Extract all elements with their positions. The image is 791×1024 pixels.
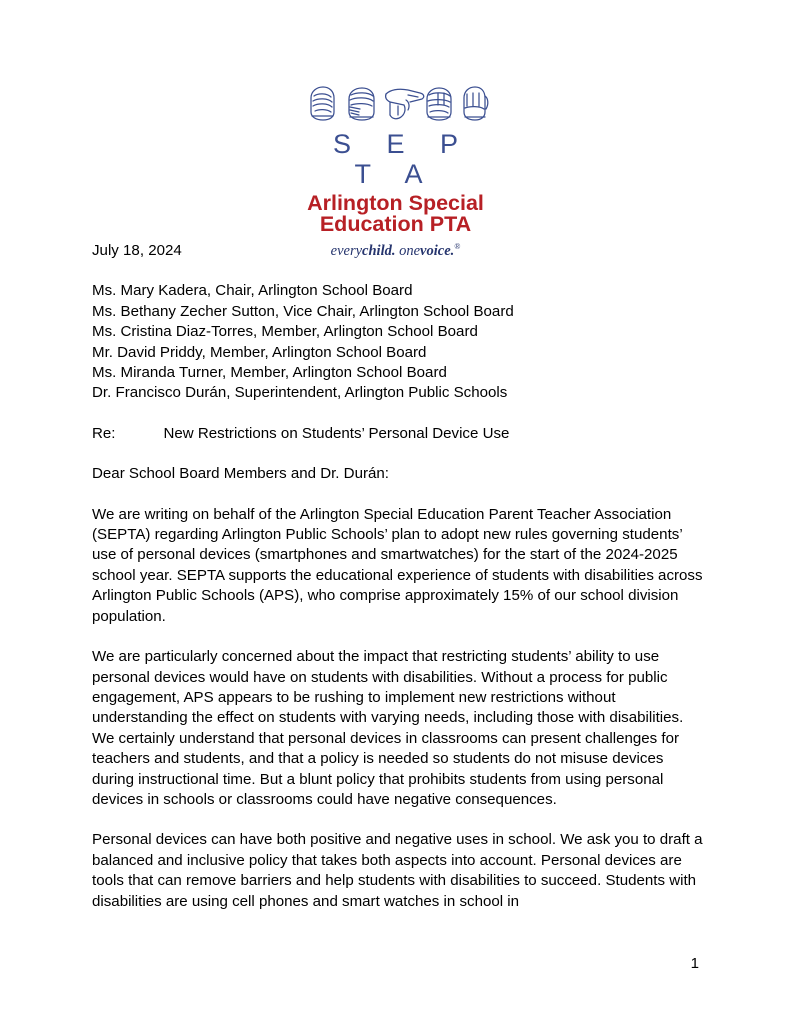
recipient-line: Dr. Francisco Durán, Superintendent, Arlington Public Schools bbox=[92, 384, 508, 402]
sign-hand-p bbox=[385, 89, 423, 119]
recipient-list bbox=[92, 281, 704, 403]
letter-body bbox=[92, 241, 704, 932]
tagline-voice: voice. bbox=[420, 242, 455, 259]
body-paragraph: We are writing on behalf of the Arlington Special Education Parent Teacher Association (SEPTA) regarding Arlington Public Schools’ plan to adopt new rules governing students’ use of personal devices (smartphones and smartwatches) for the start of the 2024-2025 school year. SEPTA supports the educational experience of students with disabilities across Arlington Public Schools (APS), who comprise approximately 15% of our school division population. bbox=[92, 505, 703, 625]
salutation: Dear School Board Members and Dr. Durán: bbox=[92, 465, 389, 483]
subject-line bbox=[92, 424, 704, 444]
subject-label: Re: bbox=[92, 424, 116, 442]
recipient-line: Ms. Bethany Zecher Sutton, Vice Chair, Arlington School Board bbox=[92, 302, 514, 320]
logo-acronym: S E P T A bbox=[332, 129, 473, 189]
recipient-line: Ms. Cristina Diaz-Torres, Member, Arlington School Board bbox=[92, 323, 478, 341]
sign-language-hands-row bbox=[301, 82, 491, 128]
sign-hand-t bbox=[427, 88, 451, 120]
sign-language-hands-svg bbox=[301, 82, 491, 128]
subject-text: New Restrictions on Students’ Personal Device Use bbox=[163, 424, 510, 442]
recipient-line: Ms. Mary Kadera, Chair, Arlington School Board bbox=[92, 282, 413, 300]
sign-hand-e bbox=[349, 88, 374, 120]
body-paragraph: Personal devices can have both positive and negative uses in school. We ask you to draft a balanced and inclusive policy that takes both aspects into account. Personal devices are tools that can remove barriers and help students with disabilities to succeed. Students with disabilities are using cell phones and smart watches in school in bbox=[92, 831, 703, 910]
logo-org-name bbox=[301, 193, 491, 235]
tagline-one: one bbox=[395, 242, 421, 259]
registered-trademark-icon: ® bbox=[454, 242, 461, 251]
recipient-line: Mr. David Priddy, Member, Arlington School Board bbox=[92, 343, 427, 361]
septa-logo bbox=[0, 82, 791, 260]
tagline-child: child. bbox=[362, 242, 396, 259]
logo-org-line2: Education PTA bbox=[319, 212, 472, 236]
sign-hand-s bbox=[311, 87, 334, 120]
logo-org-line1: Arlington Special bbox=[307, 191, 484, 215]
page-number: 1 bbox=[690, 955, 699, 972]
body-paragraph: We are particularly concerned about the impact that restricting students’ ability to use personal devices would have on students with disabilities. Without a process for public engagement, APS appears to be rushing to implement new restrictions without understanding the effect on students with varying needs, including those with disabilities. We certainly understand that personal devices in classrooms can present challenges for teachers and students, and that a policy is needed so students do not misuse devices during instructional time. But a blunt policy that prohibits students from using personal devices in schools or classrooms could have negative consequences. bbox=[92, 648, 684, 808]
tagline-every: every bbox=[330, 242, 363, 259]
letter-date: July 18, 2024 bbox=[92, 242, 182, 259]
sign-hand-a bbox=[464, 87, 488, 120]
recipient-line: Ms. Miranda Turner, Member, Arlington School Board bbox=[92, 364, 447, 382]
